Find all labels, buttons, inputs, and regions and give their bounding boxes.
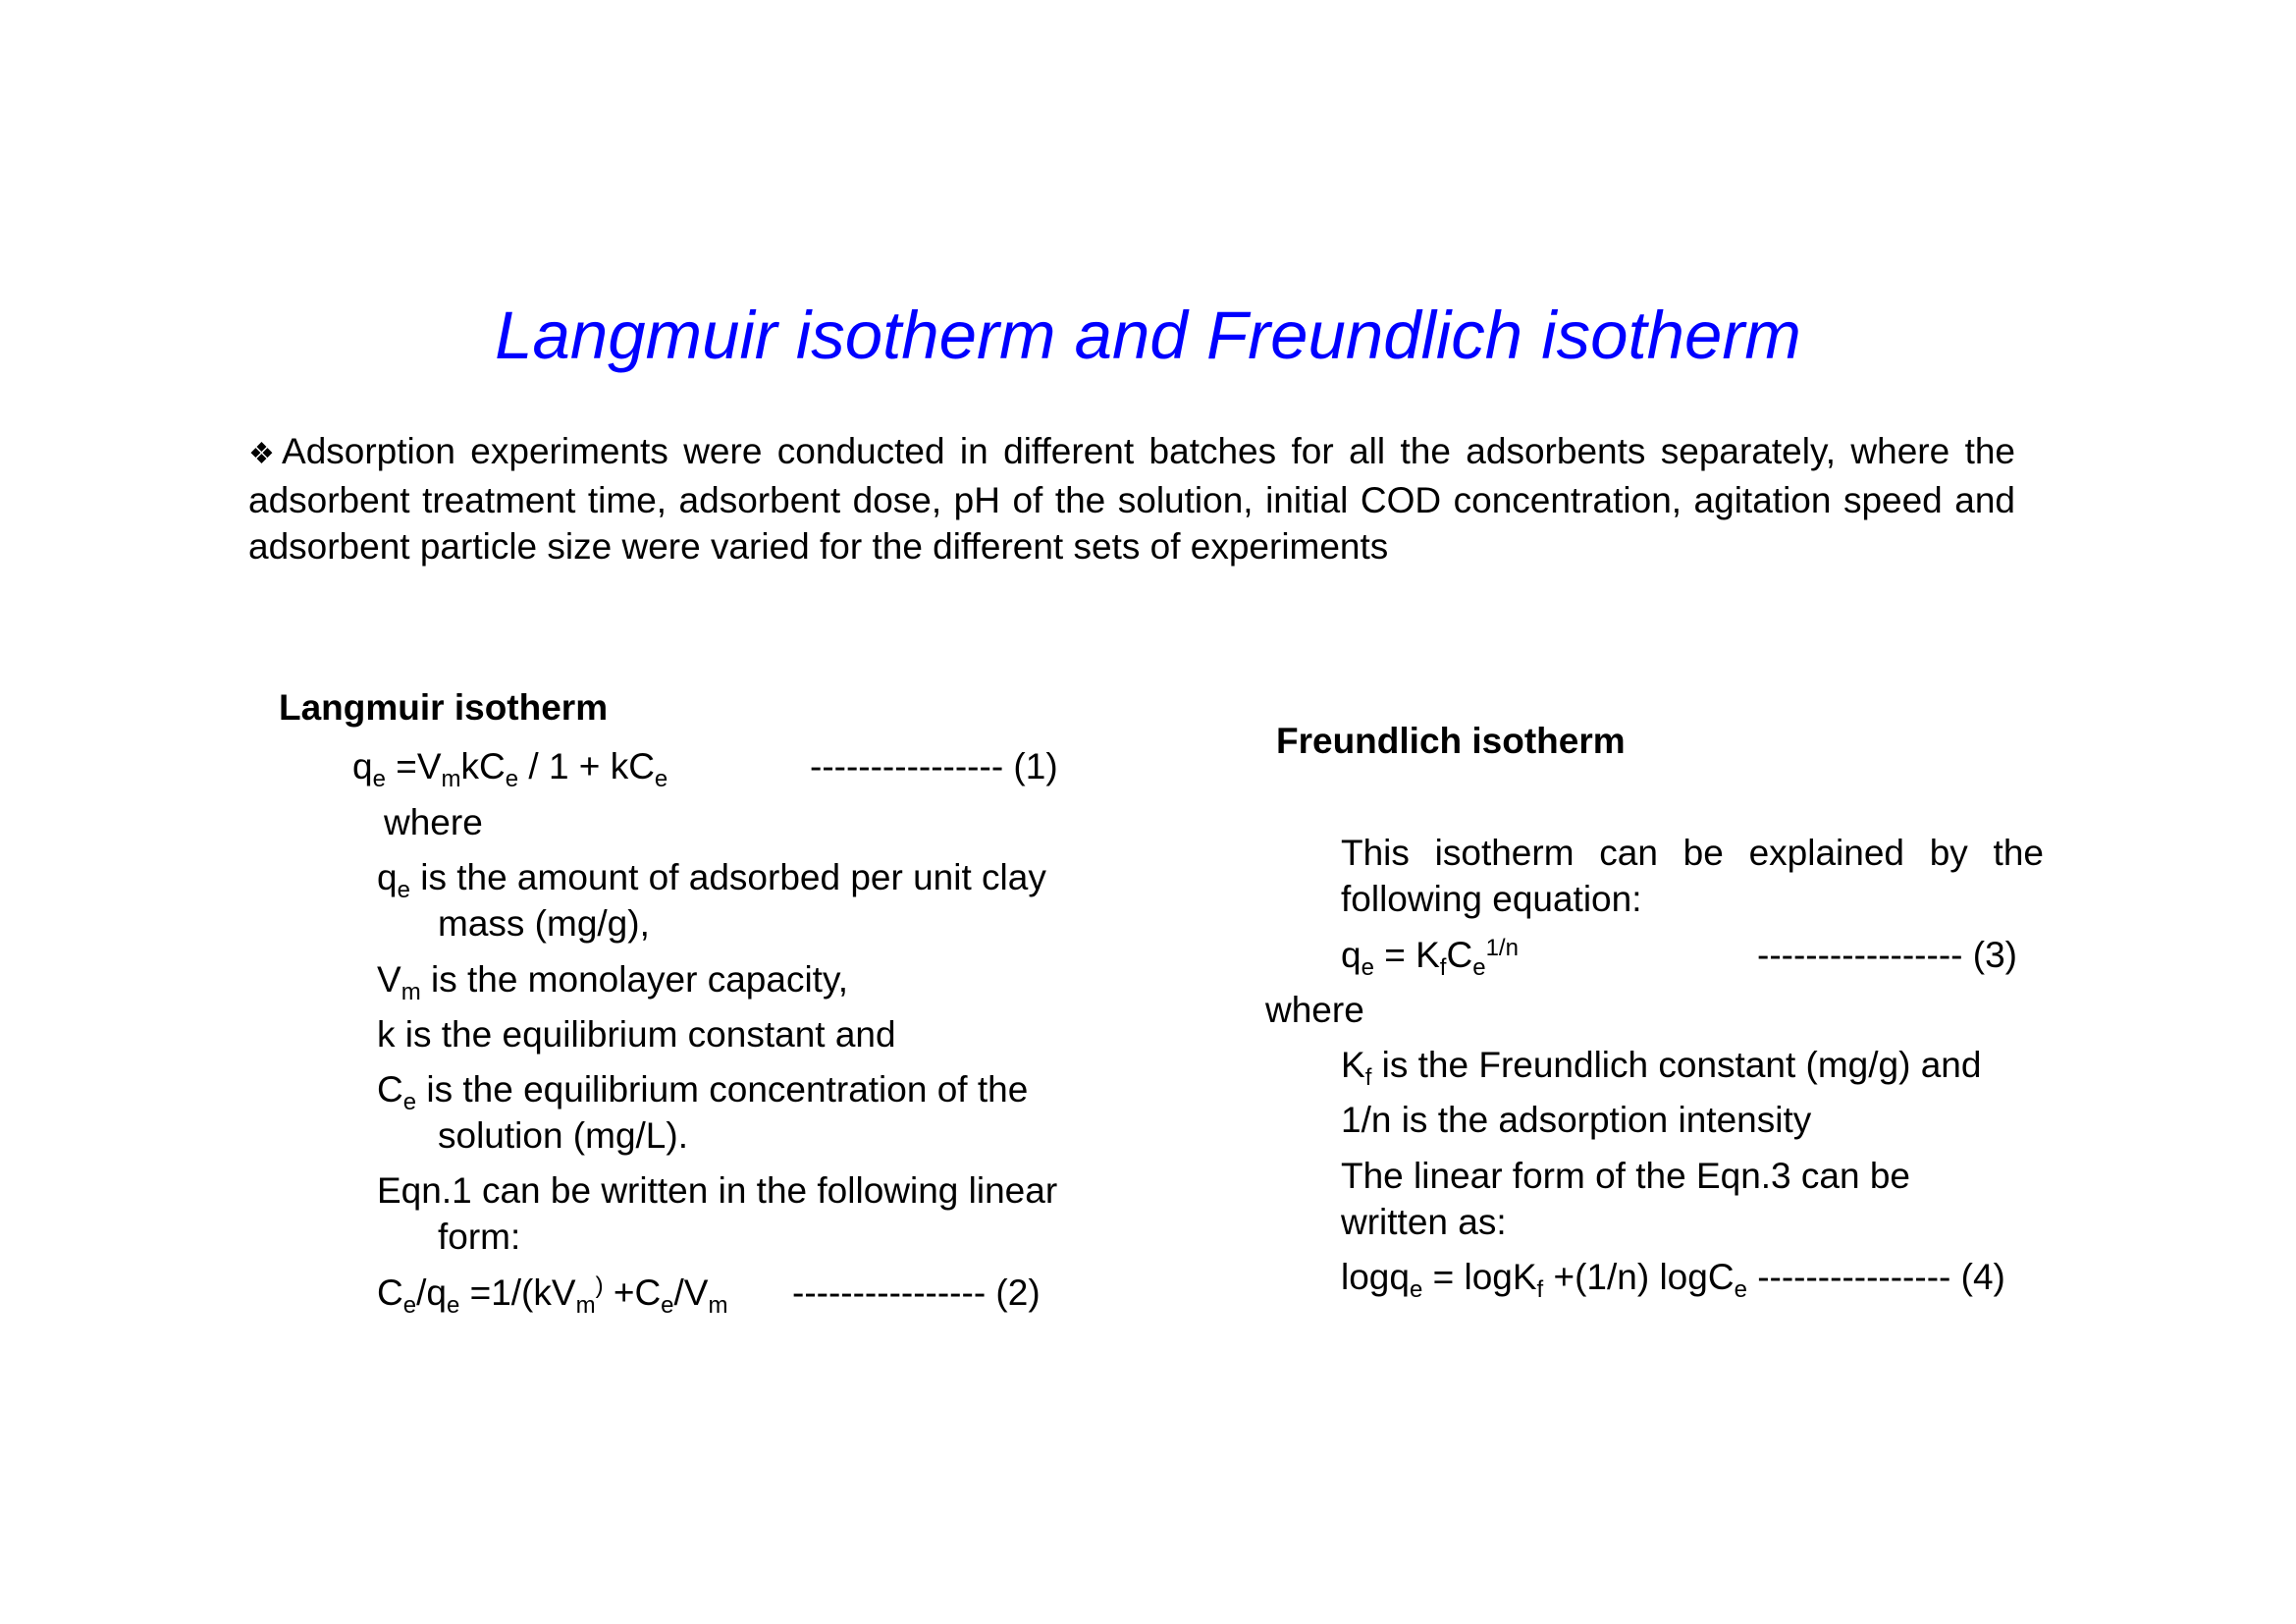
- intro-paragraph: [248, 428, 2015, 569]
- langmuir-equation-1: $q_e =V_mkC_e / 1 + kC_e$: [352, 746, 668, 792]
- freundlich-linear-text-cont: written as:: [1341, 1202, 1507, 1242]
- langmuir-def-vm: $V_m$ is the monolayer capacity,: [377, 959, 848, 1005]
- equation-2-reference: ---------------- (2): [792, 1272, 1041, 1313]
- freundlich-def-kf: $K_f$ is the Freundlich constant (mg/g) and: [1341, 1045, 1982, 1091]
- equation-1-reference: ---------------- (1): [810, 746, 1058, 786]
- langmuir-def-ce-cont: solution (mg/L).: [438, 1115, 688, 1156]
- freundlich-where: where: [1265, 990, 1364, 1030]
- langmuir-linear-text: Eqn.1 can be written in the following linear: [377, 1170, 1058, 1211]
- langmuir-where: where: [384, 802, 483, 842]
- equation-3-reference: ----------------- (3): [1757, 935, 2017, 975]
- diamond-bullet-icon: ❖: [248, 438, 281, 470]
- freundlich-linear-text: The linear form of the Eqn.3 can be: [1341, 1156, 1911, 1196]
- langmuir-linear-text-cont: form:: [438, 1217, 521, 1257]
- intro-text: Adsorption experiments were conducted in different batches for all the adsorbents separately, where the adsorbent treatment time, adsorbent dose, pH of the solution, initial COD concentration, agitation speed and adsorbent particle size were varied for the different sets of experiments: [248, 431, 2015, 567]
- langmuir-def-qe: $q_e$ is the amount of adsorbed per unit clay: [377, 857, 1046, 903]
- langmuir-heading: Langmuir isotherm: [279, 687, 609, 728]
- langmuir-def-qe-cont: mass (mg/g),: [438, 903, 650, 944]
- freundlich-intro: This isotherm can be explained by the: [1341, 833, 2044, 873]
- freundlich-intro-cont: following equation:: [1341, 879, 1642, 919]
- slide-title: Langmuir isotherm and Freundlich isotherm: [495, 298, 1801, 373]
- freundlich-equation-3: $q_e = K_fC_e^{1/n}$: [1341, 935, 1519, 981]
- langmuir-def-k: k is the equilibrium constant and: [377, 1014, 896, 1055]
- freundlich-equation-4: logq$_e$ = logK$_f$ +(1/n) logC$_e$ ---------------- (4): [1341, 1257, 2005, 1303]
- langmuir-def-ce: $C_e$ is the equilibrium concentration of the: [377, 1069, 1029, 1115]
- freundlich-heading: Freundlich isotherm: [1276, 721, 1626, 761]
- freundlich-def-n: 1/n is the adsorption intensity: [1341, 1100, 1812, 1140]
- langmuir-equation-2: $C_e/q_e =1/(kV_m^) +C_e/V_m$: [377, 1272, 728, 1319]
